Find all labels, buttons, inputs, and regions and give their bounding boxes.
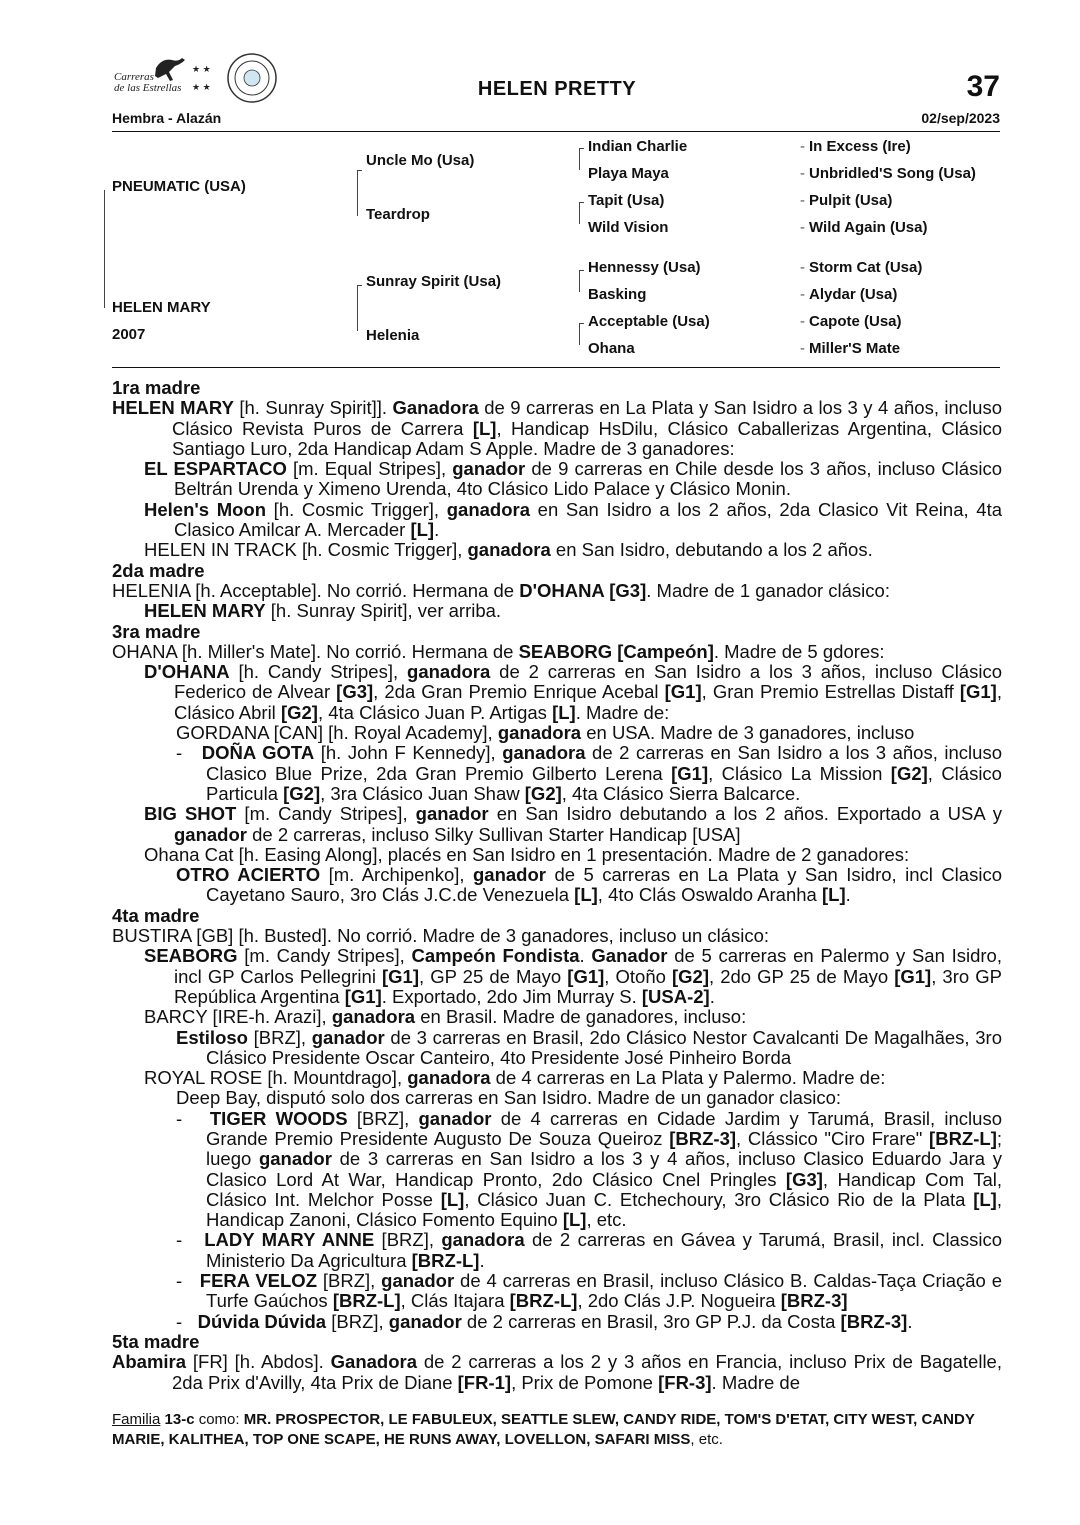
pedigree-g3-8: Ohana [588,340,635,357]
pedigree-g4-1: - In Excess (Ire) [800,138,911,155]
pedigree-g3-7: Acceptable (Usa) [588,313,710,330]
page-number: 37 [966,70,1000,103]
race-date: 02/sep/2023 [921,110,1000,126]
produce-entry: Estiloso [BRZ], ganador de 3 carreras en Brasil, 2do Clásico Nestor Cavalcanti De Magalhães, 3ro Clásico Presidente Oscar Canteiro, 4to Presidente José Pinheiro Borda [176,1026,1002,1068]
pedigree-g3-4: Wild Vision [588,219,669,236]
produce-entry: OTRO ACIERTO [m. Archipenko], ganador de 5 carreras en La Plata y San Isidro, incl Clasico Cayetano Sauro, 3ro Clás J.C.de Venezuela [L], 4to Clás Oswaldo Aranha [L]. [176,864,1002,906]
produce-entry: SEABORG [m. Candy Stripes], Campeón Fondista. Ganador de 5 carreras en Palermo y San Isidro, incl GP Carlos Pellegrini [G1], GP 25 de Mayo [G1], Otoño [G2], 2do GP 25 de Mayo [G1], 3ro GP República Argentina [G1]. Exportado, 2do Jim Murray S. [USA-2]. [144,945,1002,1007]
svg-text:★ ★: ★ ★ [192,64,211,74]
pedigree-g2-4: Helenia [366,327,420,344]
produce-entry: - DOÑA GOTA [h. John F Kennedy], ganadora de 2 carreras en San Isidro a los 3 años, incluso Clasico Blue Prize, 2da Gran Premio Gilberto Lerena [G1], Clásico La Mission [G2], Clásico Particula [G2], 3ra Clásico Juan Shaw [G2], 4ta Clásico Sierra Balcarce. [176,742,1002,804]
pedigree-g4-4: - Wild Again (Usa) [800,219,928,236]
dam-entry: Abamira [FR] [h. Abdos]. Ganadora de 2 carreras a los 2 y 3 años en Francia, incluso Prix de Bagatelle, 2da Prix d'Avilly, 4ta Prix de Diane [FR-1], Prix de Pomone [FR-3]. Madre de [112,1351,1002,1393]
produce-entry: BARCY [IRE-h. Arazi], ganadora en Brasil. Madre de ganadores, incluso: [144,1006,747,1028]
produce-entry: GORDANA [CAN] [h. Royal Academy], ganadora en USA. Madre de 3 ganadores, incluso [176,722,915,744]
familia-code: 13-c [164,1411,195,1428]
dam-entry: HELENIA [h. Acceptable]. No corrió. Hermana de D'OHANA [G3]. Madre de 1 ganador clásico: [112,579,890,601]
produce-entry: Helen's Moon [h. Cosmic Trigger], ganadora en San Isidro a los 2 años, 2da Clasico Vit Reina, 4ta Clasico Amilcar A. Mercader [L]. [144,498,1002,541]
produce-record [112,378,1002,1393]
pedigree-g4-7: - Capote (Usa) [800,313,902,330]
produce-entry: D'OHANA [h. Candy Stripes], ganadora de 2 carreras en San Isidro a los 3 años, incluso Clásico Federico de Alvear [G3], 2da Gran Premio Enrique Acebal [G1], Gran Premio Estrellas Distaff [G1], Clásico Abril [G2], 4ta Clásico Juan P. Artigas [L]. Madre de: [144,661,1002,723]
produce-entry: - LADY MARY ANNE [BRZ], ganadora de 2 carreras en Gávea y Tarumá, Brasil, incl. Classico Ministerio Da Agricultura [BRZ-L]. [176,1229,1002,1271]
svg-text:★ ★: ★ ★ [192,82,211,92]
section-2da-madre: 2da madre [112,559,205,581]
horse-name: HELEN PRETTY [477,78,637,100]
produce-entry: - Dúvida Dúvida [BRZ], ganador de 2 carreras en Brasil, 3ro GP P.J. da Costa [BRZ-3]. [176,1310,913,1332]
pedigree-dam-year: 2007 [112,326,146,343]
pedigree-divider [112,367,1000,368]
pedigree-g2-2: Teardrop [366,206,430,223]
familia-etc: , etc. [690,1431,723,1448]
produce-entry: - TIGER WOODS [BRZ], ganador de 4 carreras en Cidade Jardim y Tarumá, Brasil, incluso Grande Premio Presidente Augusto De Souza Queiroz [BRZ-3], Clássico "Ciro Frare" [BRZ-L]; luego ganador de 3 carreras en San Isidro a los 3 y 4 años, incluso Clasico Eduardo Jara y Clasico Lord At War, Handicap Pronto, 2do Clásico Cnel Pringles [G3], Handicap Com Tal, Clásico Int. Melchor Posse [L], Clásico Juan C. Etchechoury, 3ro Clásico Rio de la Plata [L], Handicap Zanoni, Clásico Fomento Equino [L], etc. [176,1107,1003,1231]
family-footer [112,1410,1004,1450]
dam-entry: BUSTIRA [GB] [h. Busted]. No corrió. Madre de 3 ganadores, incluso un clásico: [112,925,770,947]
pedigree-g4-2: - Unbridled'S Song (Usa) [800,165,976,182]
pedigree-g4-3: - Pulpit (Usa) [800,192,893,209]
pedigree-table [0,0,1080,380]
pedigree-g3-6: Basking [588,286,647,303]
pedigree-g3-2: Playa Maya [588,165,669,182]
familia-label: Familia [112,1411,161,1428]
section-5ta-madre: 5ta madre [112,1330,200,1352]
familia-como: como: [198,1411,240,1428]
section-1ra-madre: 1ra madre [112,377,201,398]
pedigree-dam: HELEN MARY [112,299,211,316]
produce-entry: - FERA VELOZ [BRZ], ganador de 4 carreras en Brasil, incluso Clásico B. Caldas-Taça Criação e Turfe Gaúchos [BRZ-L], Clás Itajara [BRZ-L], 2do Clás J.P. Nogueira [BRZ-3] [176,1270,1002,1312]
produce-entry: Deep Bay, disputó solo dos carreras en San Isidro. Madre de un ganador clasico: [176,1087,842,1109]
produce-entry: HELEN IN TRACK [h. Cosmic Trigger], ganadora en San Isidro, debutando a los 2 años. [144,539,873,561]
dam-entry: HELEN MARY [h. Sunray Spirit]]. Ganadora de 9 carreras en La Plata y San Isidro a los 3 y 4 años, incluso Clásico Revista Puros de Carrera [L], Handicap HsDilu, Clásico Caballerizas Argentina, Clásico Santiago Luro, 2da Handicap Adam S Apple. Madre de 3 ganadores: [112,397,1002,459]
produce-entry: Ohana Cat [h. Easing Along], placés en San Isidro en 1 presentación. Madre de 2 ganadores: [144,843,910,865]
section-3ra-madre: 3ra madre [112,620,201,642]
produce-entry: EL ESPARTACO [m. Equal Stripes], ganador de 9 carreras en Chile desde los 3 años, incluso Clásico Beltrán Urenda y Ximeno Urenda, 4to Clásico Lido Palace y Clásico Monin. [144,458,1002,500]
pedigree-g3-1: Indian Charlie [588,138,688,155]
pedigree-g3-3: Tapit (Usa) [588,192,665,209]
pedigree-g4-5: - Storm Cat (Usa) [800,259,923,276]
logo-text: Carreras de las Estrellas [114,71,182,94]
pedigree-g2-3: Sunray Spirit (Usa) [366,273,502,290]
produce-entry: BIG SHOT [m. Candy Stripes], ganador en San Isidro debutando a los 2 años. Exportado a USA y ganador de 2 carreras, incluso Silky Sullivan Starter Handicap [USA] [144,803,1002,845]
pedigree-g2-1: Uncle Mo (Usa) [366,152,475,169]
pedigree-g4-8: - Miller'S Mate [800,340,901,357]
pedigree-g4-6: - Alydar (Usa) [800,286,898,303]
section-4ta-madre: 4ta madre [112,904,200,926]
dam-entry: OHANA [h. Miller's Mate]. No corrió. Hermana de SEABORG [Campeón]. Madre de 5 gdores: [112,640,885,662]
familia-names: MR. PROSPECTOR, LE FABULEUX, SEATTLE SLEW, CANDY RIDE, TOM'S D'ETAT, CITY WEST, CANDY MARIE, KALITHEA, TOP ONE SCAPE, HE RUNS AWAY, LOVELLON, SAFARI MISS [112,1411,975,1448]
produce-entry: HELEN MARY [h. Sunray Spirit], ver arriba. [144,600,502,622]
sex-color: Hembra - Alazán [112,110,222,126]
produce-entry: ROYAL ROSE [h. Mountdrago], ganadora de 4 carreras en La Plata y Palermo. Madre de: [144,1067,886,1089]
pedigree-g3-5: Hennessy (Usa) [588,259,701,276]
pedigree-sire: PNEUMATIC (USA) [112,178,246,195]
